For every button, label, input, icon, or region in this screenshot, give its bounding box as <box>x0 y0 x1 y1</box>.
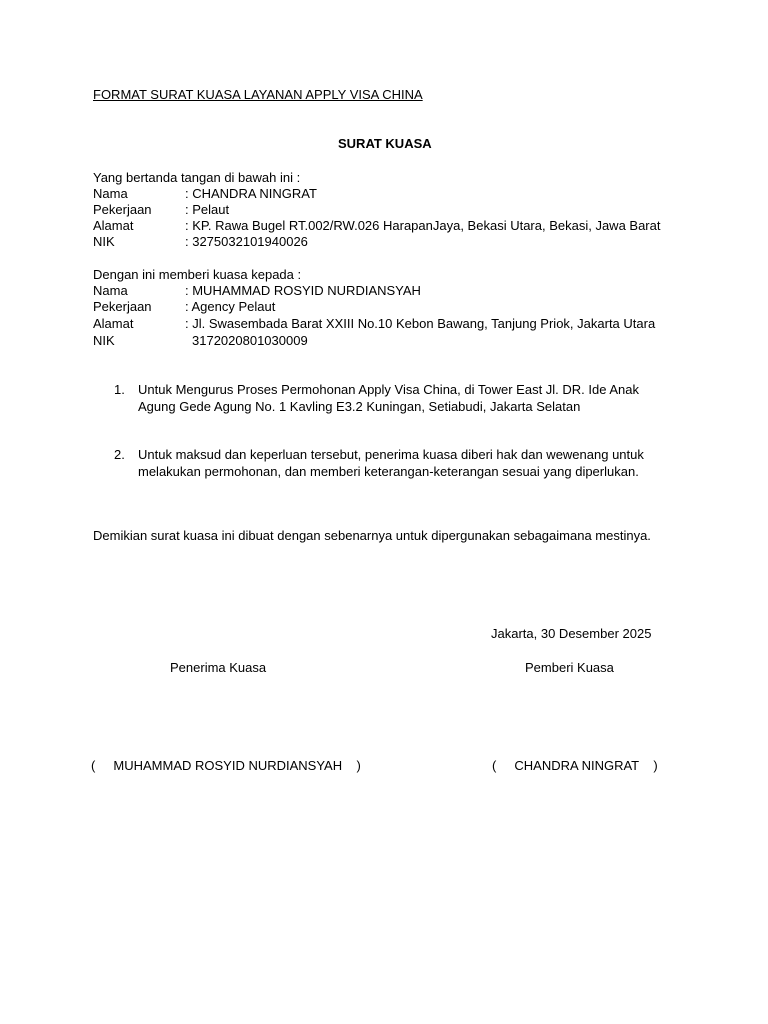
receiver-label: Penerima Kuasa <box>170 660 267 675</box>
grantor-occupation-label: Pekerjaan <box>93 202 152 217</box>
point-number: 1. <box>114 382 125 397</box>
giver-signature-name: ( CHANDRA NINGRAT ) <box>492 758 658 773</box>
grantee-nik-label: NIK <box>93 333 115 348</box>
grantor-nik-label: NIK <box>93 234 115 249</box>
grantor-name-value: : CHANDRA NINGRAT <box>185 186 317 201</box>
document-title: SURAT KUASA <box>338 136 432 151</box>
grantor-address-value: : KP. Rawa Bugel RT.002/RW.026 HarapanJaya, Bekasi Utara, Bekasi, Jawa Barat <box>185 218 661 233</box>
grantee-intro: Dengan ini memberi kuasa kepada : <box>93 267 302 282</box>
point-text: Untuk maksud dan keperluan tersebut, penerima kuasa diberi hak dan wewenang untuk melakukan permohonan, dan memberi keterangan-keterangan sesuai yang diperlukan. <box>138 447 644 479</box>
grantor-intro: Yang bertanda tangan di bawah ini : <box>93 170 301 185</box>
grantee-name-label: Nama <box>93 283 128 298</box>
receiver-signature-name: ( MUHAMMAD ROSYID NURDIANSYAH ) <box>91 758 361 773</box>
grantor-nik-value: : 3275032101940026 <box>185 234 308 249</box>
grantee-address-label: Alamat <box>93 316 134 331</box>
point-number: 2. <box>114 447 125 462</box>
grantee-address-value: : Jl. Swasembada Barat XXIII No.10 Kebon Bawang, Tanjung Priok, Jakarta Utara <box>185 316 656 331</box>
grantor-occupation-value: : Pelaut <box>185 202 230 217</box>
grantee-occupation-label: Pekerjaan <box>93 299 152 314</box>
point-text: Untuk Mengurus Proses Permohonan Apply Visa China, di Tower East Jl. DR. Ide Anak Agung Gede Agung No. 1 Kavling E3.2 Kuningan, Setiabudi, Jakarta Selatan <box>138 382 640 414</box>
grantee-nik-value: 3172020801030009 <box>192 333 308 348</box>
grantor-name-label: Nama <box>93 186 128 201</box>
grantor-address-label: Alamat <box>93 218 134 233</box>
document-heading: FORMAT SURAT KUASA LAYANAN APPLY VISA CHINA <box>93 87 423 102</box>
place-date: Jakarta, 30 Desember 2025 <box>491 626 652 641</box>
grantee-occupation-value: : Agency Pelaut <box>185 299 276 314</box>
grantee-name-value: : MUHAMMAD ROSYID NURDIANSYAH <box>185 283 421 298</box>
giver-label: Pemberi Kuasa <box>525 660 614 675</box>
closing-statement: Demikian surat kuasa ini dibuat dengan sebenarnya untuk dipergunakan sebagaimana mestinya. <box>93 528 651 543</box>
